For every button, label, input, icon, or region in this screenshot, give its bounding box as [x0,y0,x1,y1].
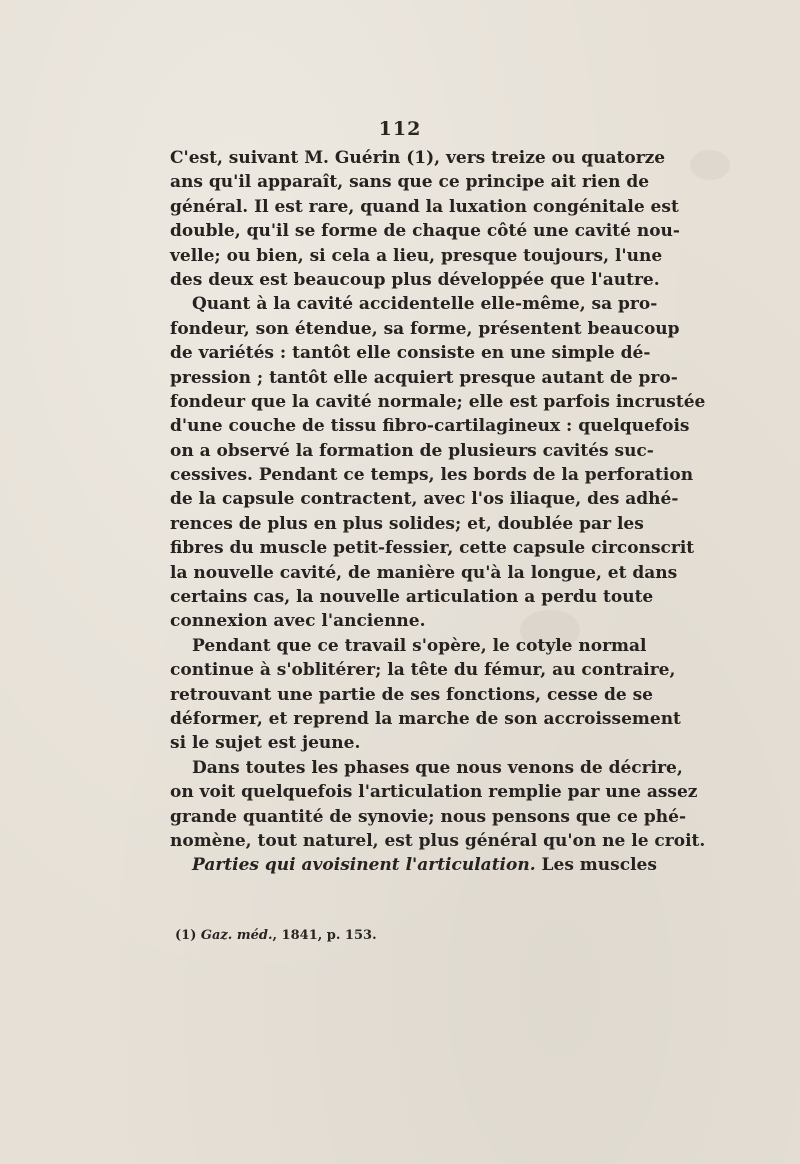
text-line: fondeur que la cavité normale; elle est parfois incrustée [170,391,706,412]
text-line: on a observé la formation de plusieurs cavités suc- [170,440,654,461]
text-line: fibres du muscle petit-fessier, cette capsule circonscrit [170,538,695,559]
text-line: Quant à la cavité accidentelle elle-même, sa pro- [192,294,658,315]
text-line: si le sujet est jeune. [170,733,361,754]
text-line: de variétés : tantôt elle consiste en une simple dé- [170,343,651,364]
page-number: 112 [378,118,422,140]
text-line: déformer, et reprend la marche de son accroissement [170,708,681,729]
text-line: pression ; tantôt elle acquiert presque autant de pro- [170,367,678,388]
text-line: de la capsule contractent, avec l'os iliaque, des adhé- [170,489,679,510]
body-text [170,146,706,878]
footnote-marker: (1) [175,928,197,943]
footnote-reference: , 1841, p. 153. [272,928,377,943]
text-line: continue à s'oblitérer; la tête du fémur, au contraire, [170,660,676,681]
text-line: C'est, suivant M. Guérin (1), vers treize ou quatorze [170,148,666,168]
text-line: des deux est beaucoup plus développée que l'autre. [170,269,660,290]
text-line: grande quantité de synovie; nous pensons que ce phé- [170,806,687,827]
text-line: nomène, tout naturel, est plus général qu'on ne le croit. [170,830,706,851]
footnote [175,928,377,943]
text-line: Pendant que ce travail s'opère, le cotyle normal [192,635,647,656]
text-line: la nouvelle cavité, de manière qu'à la longue, et dans [170,562,678,583]
text-line: connexion avec l'ancienne. [170,611,426,632]
text-line: fondeur, son étendue, sa forme, présentent beaucoup [170,318,680,339]
text-line: cessives. Pendant ce temps, les bords de la perforation [170,465,694,486]
text-line [170,853,657,877]
section-heading-italic: Parties qui avoisinent l'articulation. [192,855,536,876]
text-line: rences de plus en plus solides; et, doublée par les [170,513,644,534]
text-line: velle; ou bien, si cela a lieu, presque toujours, l'une [170,245,663,266]
text-line: ans qu'il apparaît, sans que ce principe ait rien de [170,172,650,193]
text-line: certains cas, la nouvelle articulation a perdu toute [170,587,654,608]
text-line: Dans toutes les phases que nous venons de décrire, [192,757,683,778]
paper-stain [690,150,730,180]
text-line: général. Il est rare, quand la luxation congénitale est [170,196,679,217]
text-line: d'une couche de tissu fibro-cartilagineux : quelquefois [170,416,690,437]
text-line: retrouvant une partie de ses fonctions, cesse de se [170,684,653,705]
text-line: double, qu'il se forme de chaque côté une cavité nou- [170,221,680,242]
footnote-source: Gaz. méd. [200,928,273,943]
text-line-continuation: Les muscles [535,855,657,876]
text-line: on voit quelquefois l'articulation remplie par une assez [170,782,698,803]
